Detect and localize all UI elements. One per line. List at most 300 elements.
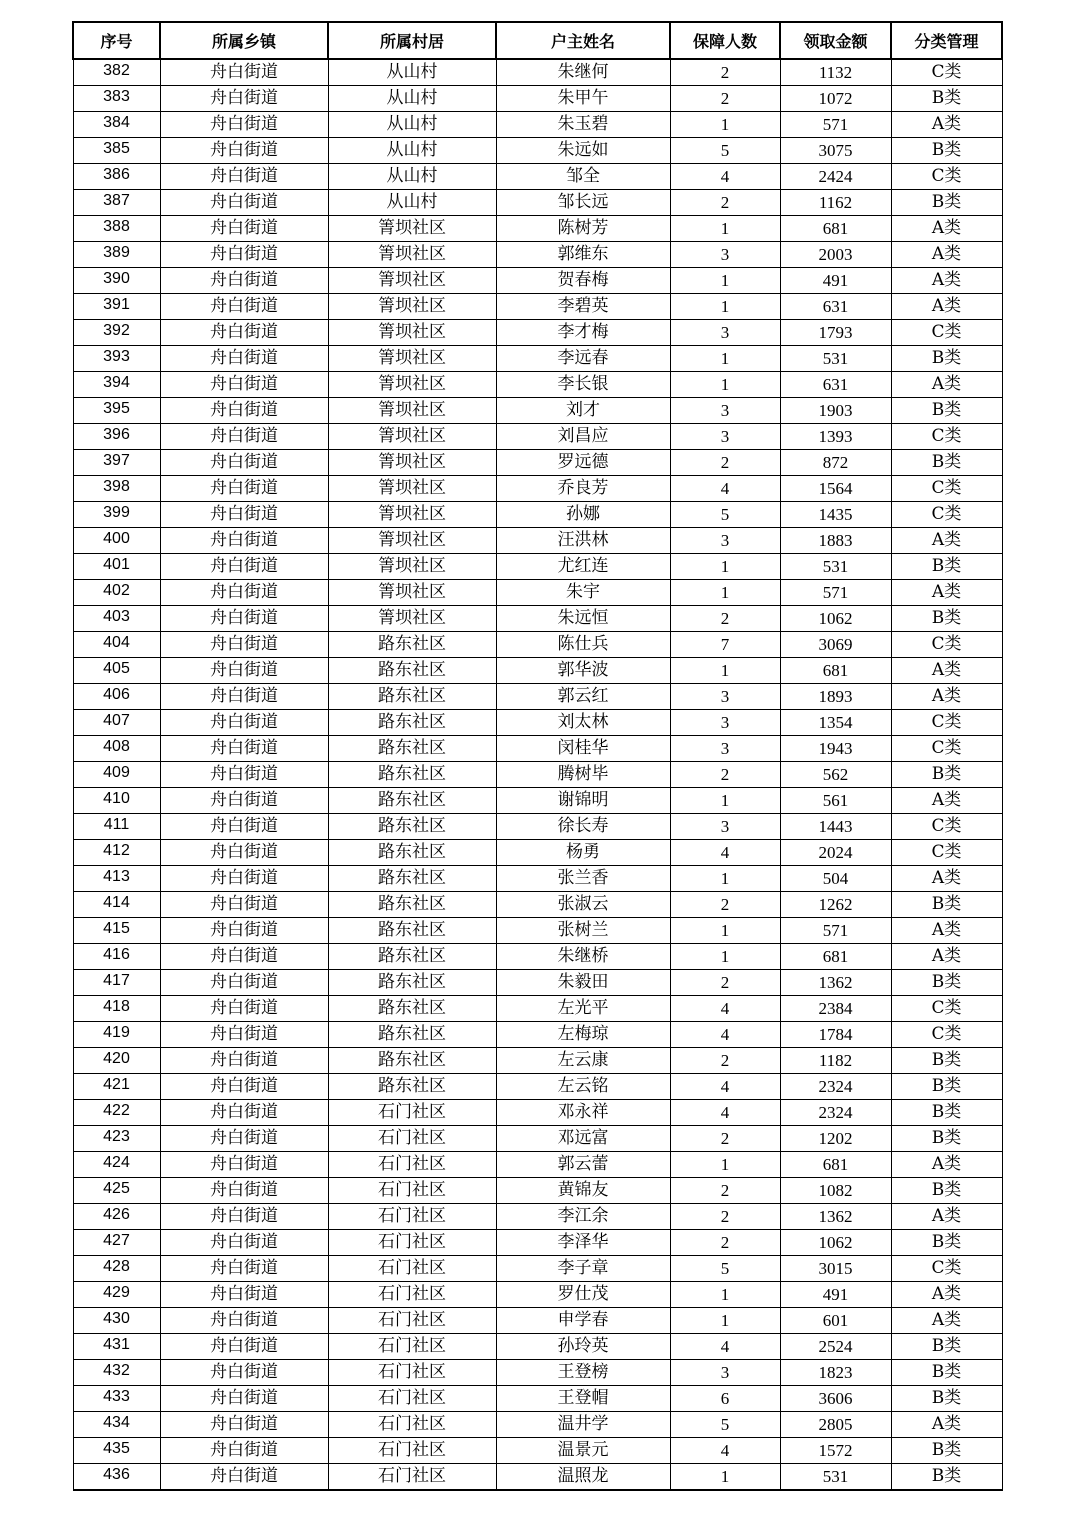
village-cell: 箐坝社区 <box>328 424 496 450</box>
householder-name-cell: 温井学 <box>496 1412 670 1438</box>
covered-persons-cell: 2 <box>670 1230 780 1256</box>
covered-persons-cell: 2 <box>670 1204 780 1230</box>
table-row <box>73 164 1002 190</box>
table-row <box>73 970 1002 996</box>
header-covered-persons: 保障人数 <box>670 22 780 59</box>
amount-received-cell: 2524 <box>780 1334 891 1360</box>
table-row <box>73 814 1002 840</box>
township-cell: 舟白街道 <box>160 944 328 970</box>
amount-received-cell: 1443 <box>780 814 891 840</box>
township-cell: 舟白街道 <box>160 658 328 684</box>
householder-name-cell: 邓远富 <box>496 1126 670 1152</box>
serial-number-cell: 391 <box>73 294 160 320</box>
township-cell: 舟白街道 <box>160 970 328 996</box>
village-cell: 路东社区 <box>328 1074 496 1100</box>
category-cell: B类 <box>891 1360 1002 1386</box>
category-cell: C类 <box>891 320 1002 346</box>
village-cell: 箐坝社区 <box>328 580 496 606</box>
category-cell: A类 <box>891 528 1002 554</box>
table-row <box>73 424 1002 450</box>
householder-name-cell: 邹长远 <box>496 190 670 216</box>
covered-persons-cell: 2 <box>670 450 780 476</box>
serial-number-cell: 406 <box>73 684 160 710</box>
amount-received-cell: 1883 <box>780 528 891 554</box>
roster-body <box>73 59 1002 1490</box>
serial-number-cell: 423 <box>73 1126 160 1152</box>
table-row <box>73 1464 1002 1491</box>
amount-received-cell: 1793 <box>780 320 891 346</box>
serial-number-cell: 432 <box>73 1360 160 1386</box>
township-cell: 舟白街道 <box>160 710 328 736</box>
township-cell: 舟白街道 <box>160 1022 328 1048</box>
table-row <box>73 840 1002 866</box>
amount-received-cell: 491 <box>780 1282 891 1308</box>
table-row <box>73 1152 1002 1178</box>
serial-number-cell: 425 <box>73 1178 160 1204</box>
category-cell: B类 <box>891 1048 1002 1074</box>
village-cell: 路东社区 <box>328 892 496 918</box>
village-cell: 石门社区 <box>328 1100 496 1126</box>
table-row <box>73 86 1002 112</box>
covered-persons-cell: 1 <box>670 268 780 294</box>
table-row <box>73 242 1002 268</box>
covered-persons-cell: 3 <box>670 424 780 450</box>
township-cell: 舟白街道 <box>160 86 328 112</box>
householder-name-cell: 杨勇 <box>496 840 670 866</box>
householder-name-cell: 张树兰 <box>496 918 670 944</box>
covered-persons-cell: 4 <box>670 996 780 1022</box>
table-row <box>73 892 1002 918</box>
village-cell: 路东社区 <box>328 944 496 970</box>
householder-name-cell: 腾树毕 <box>496 762 670 788</box>
category-cell: C类 <box>891 502 1002 528</box>
category-cell: A类 <box>891 372 1002 398</box>
township-cell: 舟白街道 <box>160 632 328 658</box>
table-row <box>73 372 1002 398</box>
township-cell: 舟白街道 <box>160 242 328 268</box>
category-cell: C类 <box>891 476 1002 502</box>
householder-name-cell: 朱毅田 <box>496 970 670 996</box>
category-cell: C类 <box>891 736 1002 762</box>
amount-received-cell: 491 <box>780 268 891 294</box>
covered-persons-cell: 2 <box>670 190 780 216</box>
table-row <box>73 1334 1002 1360</box>
table-row <box>73 1386 1002 1412</box>
serial-number-cell: 415 <box>73 918 160 944</box>
covered-persons-cell: 3 <box>670 736 780 762</box>
covered-persons-cell: 3 <box>670 320 780 346</box>
category-cell: C类 <box>891 814 1002 840</box>
village-cell: 路东社区 <box>328 658 496 684</box>
covered-persons-cell: 1 <box>670 112 780 138</box>
township-cell: 舟白街道 <box>160 502 328 528</box>
amount-received-cell: 681 <box>780 944 891 970</box>
table-row <box>73 528 1002 554</box>
township-cell: 舟白街道 <box>160 1074 328 1100</box>
header-township: 所属乡镇 <box>160 22 328 59</box>
serial-number-cell: 386 <box>73 164 160 190</box>
table-row <box>73 268 1002 294</box>
amount-received-cell: 571 <box>780 918 891 944</box>
category-cell: B类 <box>891 1464 1002 1491</box>
category-cell: A类 <box>891 1412 1002 1438</box>
category-cell: C类 <box>891 1022 1002 1048</box>
householder-name-cell: 汪洪林 <box>496 528 670 554</box>
serial-number-cell: 434 <box>73 1412 160 1438</box>
township-cell: 舟白街道 <box>160 1464 328 1491</box>
covered-persons-cell: 5 <box>670 502 780 528</box>
serial-number-cell: 392 <box>73 320 160 346</box>
table-row <box>73 944 1002 970</box>
township-cell: 舟白街道 <box>160 476 328 502</box>
covered-persons-cell: 4 <box>670 1334 780 1360</box>
township-cell: 舟白街道 <box>160 736 328 762</box>
header-row <box>73 22 1002 59</box>
householder-name-cell: 尤红连 <box>496 554 670 580</box>
householder-name-cell: 朱远如 <box>496 138 670 164</box>
category-cell: A类 <box>891 1308 1002 1334</box>
township-cell: 舟白街道 <box>160 346 328 372</box>
category-cell: C类 <box>891 424 1002 450</box>
covered-persons-cell: 2 <box>670 762 780 788</box>
township-cell: 舟白街道 <box>160 1308 328 1334</box>
table-row <box>73 866 1002 892</box>
category-cell: A类 <box>891 112 1002 138</box>
table-row <box>73 1048 1002 1074</box>
township-cell: 舟白街道 <box>160 216 328 242</box>
village-cell: 从山村 <box>328 190 496 216</box>
village-cell: 箐坝社区 <box>328 476 496 502</box>
table-row <box>73 1204 1002 1230</box>
table-row <box>73 788 1002 814</box>
category-cell: C类 <box>891 1256 1002 1282</box>
covered-persons-cell: 2 <box>670 1126 780 1152</box>
table-row <box>73 554 1002 580</box>
amount-received-cell: 1062 <box>780 1230 891 1256</box>
category-cell: B类 <box>891 970 1002 996</box>
category-cell: A类 <box>891 788 1002 814</box>
category-cell: B类 <box>891 892 1002 918</box>
householder-name-cell: 谢锦明 <box>496 788 670 814</box>
covered-persons-cell: 1 <box>670 580 780 606</box>
covered-persons-cell: 1 <box>670 294 780 320</box>
table-row <box>73 320 1002 346</box>
covered-persons-cell: 1 <box>670 866 780 892</box>
roster-sheet <box>72 21 1001 1491</box>
village-cell: 路东社区 <box>328 918 496 944</box>
table-row <box>73 190 1002 216</box>
amount-received-cell: 3015 <box>780 1256 891 1282</box>
householder-name-cell: 郭华波 <box>496 658 670 684</box>
amount-received-cell: 1893 <box>780 684 891 710</box>
amount-received-cell: 1262 <box>780 892 891 918</box>
householder-name-cell: 罗仕茂 <box>496 1282 670 1308</box>
category-cell: B类 <box>891 1126 1002 1152</box>
township-cell: 舟白街道 <box>160 1386 328 1412</box>
amount-received-cell: 3075 <box>780 138 891 164</box>
township-cell: 舟白街道 <box>160 268 328 294</box>
householder-name-cell: 朱宇 <box>496 580 670 606</box>
village-cell: 路东社区 <box>328 866 496 892</box>
amount-received-cell: 631 <box>780 372 891 398</box>
township-cell: 舟白街道 <box>160 59 328 86</box>
table-row <box>73 294 1002 320</box>
village-cell: 石门社区 <box>328 1360 496 1386</box>
header-amount-received: 领取金额 <box>780 22 891 59</box>
householder-name-cell: 郭云红 <box>496 684 670 710</box>
covered-persons-cell: 2 <box>670 970 780 996</box>
roster-table <box>72 21 1003 1491</box>
householder-name-cell: 陈树芳 <box>496 216 670 242</box>
serial-number-cell: 395 <box>73 398 160 424</box>
village-cell: 石门社区 <box>328 1386 496 1412</box>
serial-number-cell: 436 <box>73 1464 160 1491</box>
township-cell: 舟白街道 <box>160 112 328 138</box>
village-cell: 从山村 <box>328 138 496 164</box>
village-cell: 石门社区 <box>328 1334 496 1360</box>
amount-received-cell: 2003 <box>780 242 891 268</box>
village-cell: 石门社区 <box>328 1230 496 1256</box>
householder-name-cell: 左云康 <box>496 1048 670 1074</box>
serial-number-cell: 399 <box>73 502 160 528</box>
table-row <box>73 1100 1002 1126</box>
table-row <box>73 502 1002 528</box>
covered-persons-cell: 3 <box>670 684 780 710</box>
category-cell: A类 <box>891 242 1002 268</box>
serial-number-cell: 390 <box>73 268 160 294</box>
header-category: 分类管理 <box>891 22 1002 59</box>
township-cell: 舟白街道 <box>160 1334 328 1360</box>
village-cell: 箐坝社区 <box>328 554 496 580</box>
village-cell: 路东社区 <box>328 788 496 814</box>
township-cell: 舟白街道 <box>160 554 328 580</box>
amount-received-cell: 1784 <box>780 1022 891 1048</box>
category-cell: A类 <box>891 944 1002 970</box>
category-cell: A类 <box>891 294 1002 320</box>
householder-name-cell: 刘才 <box>496 398 670 424</box>
amount-received-cell: 1362 <box>780 970 891 996</box>
serial-number-cell: 421 <box>73 1074 160 1100</box>
category-cell: A类 <box>891 216 1002 242</box>
category-cell: B类 <box>891 1100 1002 1126</box>
village-cell: 从山村 <box>328 59 496 86</box>
householder-name-cell: 温景元 <box>496 1438 670 1464</box>
amount-received-cell: 681 <box>780 216 891 242</box>
householder-name-cell: 朱甲午 <box>496 86 670 112</box>
householder-name-cell: 左梅琼 <box>496 1022 670 1048</box>
householder-name-cell: 左光平 <box>496 996 670 1022</box>
village-cell: 石门社区 <box>328 1152 496 1178</box>
village-cell: 路东社区 <box>328 632 496 658</box>
village-cell: 石门社区 <box>328 1178 496 1204</box>
village-cell: 箐坝社区 <box>328 268 496 294</box>
category-cell: C类 <box>891 164 1002 190</box>
category-cell: A类 <box>891 658 1002 684</box>
serial-number-cell: 408 <box>73 736 160 762</box>
township-cell: 舟白街道 <box>160 684 328 710</box>
amount-received-cell: 2324 <box>780 1074 891 1100</box>
amount-received-cell: 1082 <box>780 1178 891 1204</box>
table-row <box>73 762 1002 788</box>
table-row <box>73 1438 1002 1464</box>
amount-received-cell: 531 <box>780 554 891 580</box>
covered-persons-cell: 1 <box>670 554 780 580</box>
township-cell: 舟白街道 <box>160 190 328 216</box>
householder-name-cell: 李才梅 <box>496 320 670 346</box>
category-cell: C类 <box>891 710 1002 736</box>
covered-persons-cell: 7 <box>670 632 780 658</box>
householder-name-cell: 李江余 <box>496 1204 670 1230</box>
village-cell: 从山村 <box>328 86 496 112</box>
covered-persons-cell: 2 <box>670 606 780 632</box>
serial-number-cell: 409 <box>73 762 160 788</box>
householder-name-cell: 罗远德 <box>496 450 670 476</box>
table-row <box>73 450 1002 476</box>
village-cell: 箐坝社区 <box>328 320 496 346</box>
householder-name-cell: 李碧英 <box>496 294 670 320</box>
township-cell: 舟白街道 <box>160 1256 328 1282</box>
category-cell: C类 <box>891 840 1002 866</box>
village-cell: 石门社区 <box>328 1412 496 1438</box>
amount-received-cell: 631 <box>780 294 891 320</box>
township-cell: 舟白街道 <box>160 892 328 918</box>
serial-number-cell: 389 <box>73 242 160 268</box>
amount-received-cell: 1435 <box>780 502 891 528</box>
serial-number-cell: 401 <box>73 554 160 580</box>
township-cell: 舟白街道 <box>160 1360 328 1386</box>
township-cell: 舟白街道 <box>160 294 328 320</box>
covered-persons-cell: 1 <box>670 216 780 242</box>
serial-number-cell: 402 <box>73 580 160 606</box>
village-cell: 石门社区 <box>328 1204 496 1230</box>
township-cell: 舟白街道 <box>160 1438 328 1464</box>
serial-number-cell: 400 <box>73 528 160 554</box>
serial-number-cell: 394 <box>73 372 160 398</box>
householder-name-cell: 郭云蕾 <box>496 1152 670 1178</box>
covered-persons-cell: 3 <box>670 1360 780 1386</box>
serial-number-cell: 413 <box>73 866 160 892</box>
serial-number-cell: 430 <box>73 1308 160 1334</box>
village-cell: 石门社区 <box>328 1282 496 1308</box>
covered-persons-cell: 3 <box>670 814 780 840</box>
covered-persons-cell: 4 <box>670 164 780 190</box>
serial-number-cell: 417 <box>73 970 160 996</box>
table-row <box>73 658 1002 684</box>
township-cell: 舟白街道 <box>160 840 328 866</box>
serial-number-cell: 396 <box>73 424 160 450</box>
covered-persons-cell: 4 <box>670 1100 780 1126</box>
table-row <box>73 580 1002 606</box>
table-row <box>73 918 1002 944</box>
township-cell: 舟白街道 <box>160 528 328 554</box>
covered-persons-cell: 3 <box>670 528 780 554</box>
header-serial-number: 序号 <box>73 22 160 59</box>
serial-number-cell: 385 <box>73 138 160 164</box>
township-cell: 舟白街道 <box>160 1230 328 1256</box>
township-cell: 舟白街道 <box>160 1178 328 1204</box>
category-cell: B类 <box>891 138 1002 164</box>
category-cell: A类 <box>891 918 1002 944</box>
amount-received-cell: 1182 <box>780 1048 891 1074</box>
category-cell: B类 <box>891 762 1002 788</box>
table-row <box>73 736 1002 762</box>
serial-number-cell: 405 <box>73 658 160 684</box>
amount-received-cell: 1072 <box>780 86 891 112</box>
covered-persons-cell: 1 <box>670 788 780 814</box>
table-row <box>73 59 1002 86</box>
category-cell: A类 <box>891 268 1002 294</box>
village-cell: 路东社区 <box>328 814 496 840</box>
category-cell: A类 <box>891 580 1002 606</box>
covered-persons-cell: 1 <box>670 1152 780 1178</box>
serial-number-cell: 410 <box>73 788 160 814</box>
township-cell: 舟白街道 <box>160 424 328 450</box>
table-row <box>73 138 1002 164</box>
amount-received-cell: 1132 <box>780 59 891 86</box>
amount-received-cell: 1943 <box>780 736 891 762</box>
amount-received-cell: 3606 <box>780 1386 891 1412</box>
table-row <box>73 632 1002 658</box>
householder-name-cell: 李长银 <box>496 372 670 398</box>
covered-persons-cell: 4 <box>670 1438 780 1464</box>
serial-number-cell: 429 <box>73 1282 160 1308</box>
serial-number-cell: 426 <box>73 1204 160 1230</box>
category-cell: C类 <box>891 996 1002 1022</box>
amount-received-cell: 1354 <box>780 710 891 736</box>
householder-name-cell: 朱继何 <box>496 59 670 86</box>
householder-name-cell: 王登帽 <box>496 1386 670 1412</box>
householder-name-cell: 徐长寿 <box>496 814 670 840</box>
township-cell: 舟白街道 <box>160 788 328 814</box>
serial-number-cell: 388 <box>73 216 160 242</box>
serial-number-cell: 407 <box>73 710 160 736</box>
householder-name-cell: 朱继桥 <box>496 944 670 970</box>
village-cell: 路东社区 <box>328 996 496 1022</box>
table-row <box>73 710 1002 736</box>
category-cell: B类 <box>891 398 1002 424</box>
village-cell: 路东社区 <box>328 710 496 736</box>
village-cell: 路东社区 <box>328 684 496 710</box>
serial-number-cell: 428 <box>73 1256 160 1282</box>
serial-number-cell: 383 <box>73 86 160 112</box>
serial-number-cell: 435 <box>73 1438 160 1464</box>
category-cell: A类 <box>891 1282 1002 1308</box>
serial-number-cell: 422 <box>73 1100 160 1126</box>
amount-received-cell: 1823 <box>780 1360 891 1386</box>
header-village: 所属村居 <box>328 22 496 59</box>
serial-number-cell: 384 <box>73 112 160 138</box>
township-cell: 舟白街道 <box>160 1152 328 1178</box>
covered-persons-cell: 5 <box>670 138 780 164</box>
amount-received-cell: 1362 <box>780 1204 891 1230</box>
householder-name-cell: 左云铭 <box>496 1074 670 1100</box>
householder-name-cell: 贺春梅 <box>496 268 670 294</box>
covered-persons-cell: 3 <box>670 242 780 268</box>
covered-persons-cell: 4 <box>670 1022 780 1048</box>
village-cell: 石门社区 <box>328 1126 496 1152</box>
village-cell: 从山村 <box>328 112 496 138</box>
village-cell: 路东社区 <box>328 840 496 866</box>
village-cell: 路东社区 <box>328 970 496 996</box>
householder-name-cell: 申学春 <box>496 1308 670 1334</box>
serial-number-cell: 414 <box>73 892 160 918</box>
householder-name-cell: 闵桂华 <box>496 736 670 762</box>
category-cell: B类 <box>891 606 1002 632</box>
householder-name-cell: 朱玉碧 <box>496 112 670 138</box>
amount-received-cell: 2024 <box>780 840 891 866</box>
covered-persons-cell: 1 <box>670 1282 780 1308</box>
table-row <box>73 1360 1002 1386</box>
